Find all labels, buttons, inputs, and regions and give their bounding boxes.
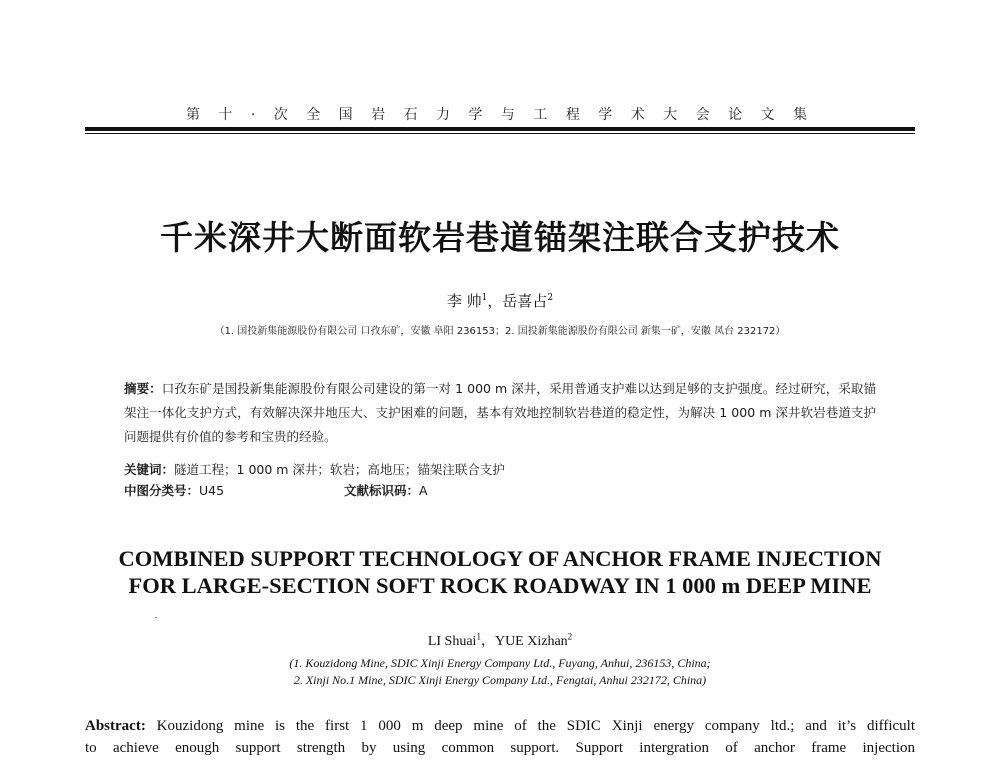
chinese-title: 千米深井大断面软岩巷道锚架注联合支护技术 [160,218,840,257]
running-header: 第 十 · 次 全 国 岩 石 力 学 与 工 程 学 术 大 会 论 文 集 [185,107,814,123]
chinese-authors [0,290,1000,311]
en-author-sep: ， [480,634,495,649]
cn-class-value: U45 [199,483,225,498]
en-affil-line-2: 2. Xinji No.1 Mine, SDIC Xinji Energy Company Ltd., Fengtai, Anhui 232172, China) [293,673,707,687]
english-title [85,545,915,599]
chinese-keywords [124,461,876,479]
header-rule-thin [85,133,915,134]
english-abstract [85,715,915,759]
en-author-2-sup: 2 [567,631,573,642]
en-abstract-line-1 [85,715,915,737]
en-title-line-1: COMBINED SUPPORT TECHNOLOGY OF ANCHOR FRAME INJECTION [118,546,882,571]
chinese-affiliation: （1. 国投新集能源股份有限公司 口孜东矿，安徽 阜阳 236153；2. 国投新集能源股份有限公司 新集一矿，安徽 凤台 232172） [214,326,786,337]
cn-keywords-label: 关键词： [124,462,175,477]
en-title-line-2: FOR LARGE-SECTION SOFT ROCK ROADWAY IN 1 000 m DEEP MINE [128,573,872,598]
english-affiliation [0,655,1000,689]
cn-doc-value: A [419,483,428,498]
cn-author-1-sup: 1 [481,293,488,303]
chinese-classification [124,482,876,500]
cn-author-2: 岳喜占 [502,292,548,310]
en-abstract-label: Abstract: [85,718,146,734]
cn-keywords-text: 隧道工程；1 000 m 深井；软岩；高地压；锚架注联合支护 [174,462,505,477]
chinese-abstract [124,377,876,449]
en-abstract-text-1: Kouzidong mine is the first 1 000 m deep mine of the SDIC Xinji energy company ltd.; and it’s difficult [145,718,915,734]
cn-class-label: 中图分类号： [124,483,200,498]
cn-author-sep: ， [487,292,503,310]
cn-doc-code [344,482,428,500]
en-author-2: YUE Xizhan [494,634,568,649]
cn-doc-label: 文献标识码： [344,483,420,498]
en-author-1: LI Shuai [427,634,477,649]
en-abstract-line-2: to achieve enough support strength by using common support. Support intergration of anchor frame injection [85,740,915,756]
header-rule-thick [85,127,915,131]
english-authors [0,630,1000,650]
en-affil-line-1: (1. Kouzidong Mine, SDIC Xinji Energy Company Ltd., Fuyang, Anhui, 236153, China; [289,656,711,670]
cn-author-1: 李 帅 [446,292,482,310]
cn-abstract-label: 摘要： [124,381,162,396]
cn-abstract-text: 口孜东矿是国投新集能源股份有限公司建设的第一对 1 000 m 深井，采用普通支护难以达到足够的支护强度。经过研究，采取锚架注一体化支护方式，有效解决深井地压大、支护困难的问题，基本有效地控制软岩巷道的稳定性，为解决 1 000 m 深井软岩巷道支护问题提供有价值的参考和宝贵的经验。 [124,381,876,444]
cn-author-2-sup: 2 [547,293,554,303]
en-author-1-sup: 1 [476,631,481,642]
scan-speck [155,617,157,618]
